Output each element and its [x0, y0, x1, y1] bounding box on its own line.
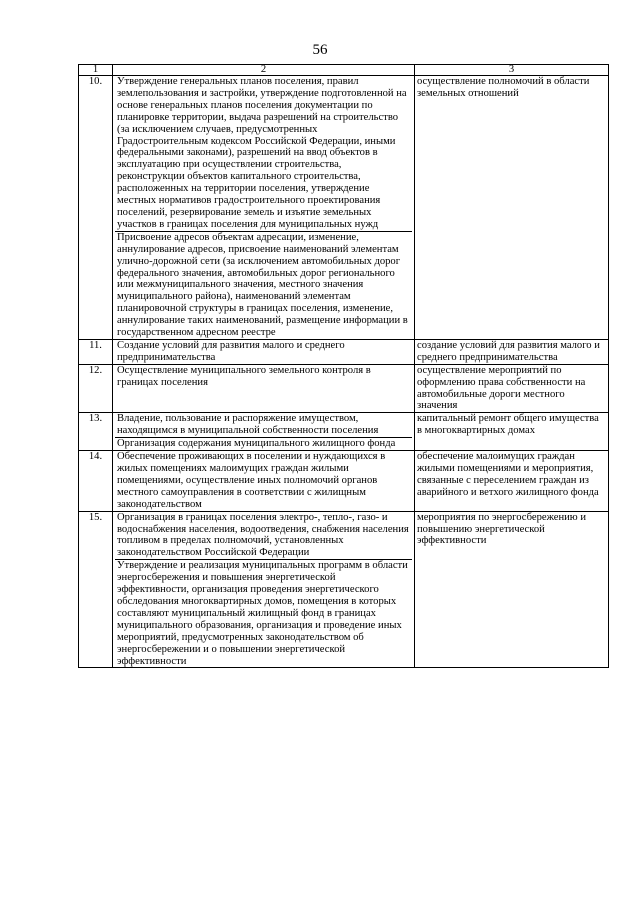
table-row [79, 76, 609, 340]
power-item: Организация содержания муниципального жилищного фонда [115, 437, 412, 450]
power-description [113, 413, 415, 451]
header-col-2: 2 [113, 65, 415, 76]
row-number: 10. [79, 76, 113, 340]
page-number: 56 [312, 42, 328, 58]
power-category: обеспечение малоимущих граждан жилыми помещениями и мероприятия, связанные с переселением граждан из аварийного и ветхого жилищного фонда [415, 451, 609, 512]
power-description [113, 511, 415, 668]
row-number: 12. [79, 364, 113, 413]
table-row [79, 413, 609, 451]
power-item: Владение, пользование и распоряжение имуществом, находящимся в муниципальной собственности поселения [117, 413, 379, 437]
power-category: мероприятия по энергосбережению и повышению энергетической эффективности [415, 511, 609, 668]
table-row [79, 339, 609, 364]
power-category: осуществление полномочий в области земельных отношений [415, 76, 609, 340]
row-number: 14. [79, 451, 113, 512]
power-item: Осуществление муниципального земельного контроля в границах поселения [117, 364, 371, 388]
powers-table [78, 64, 609, 668]
table-row [79, 451, 609, 512]
power-category: капитальный ремонт общего имущества в многоквартирных домах [415, 413, 609, 451]
power-description [113, 339, 415, 364]
row-number: 11. [79, 339, 113, 364]
power-description [113, 76, 415, 340]
header-col-3: 3 [415, 65, 609, 76]
power-item: Присвоение адресов объектам адресации, изменение, аннулирование адресов, присвоение наименований элементам улично-дорожной сети (за исключением автомобильных дорог федерального значения, автомобильных дорог регионального или межмуниципального значения, местного значения муниципального района), наименований элементам планировочной структуры в границах поселения, изменение, аннулирование таких наименований, размещение информации в государственном адресном реестре [115, 231, 412, 339]
power-item: Утверждение и реализация муниципальных программ в области энергосбережения и повышения энергетической эффективности, организация проведения энергетического обследования многоквартирных домов, помещения в которых составляют муниципальный жилищный фонд в границах муниципального образования, организация и проведение иных мероприятий, предусмотренных законодательством об энергосбережении и о повышении энергетической эффективности [115, 559, 412, 667]
table-row [79, 511, 609, 668]
power-item: Создание условий для развития малого и среднего предпринимательства [117, 339, 345, 363]
row-number: 13. [79, 413, 113, 451]
power-description [113, 451, 415, 512]
row-number: 15. [79, 511, 113, 668]
header-col-1: 1 [79, 65, 113, 76]
table-row [79, 364, 609, 413]
power-item: Утверждение генеральных планов поселения, правил землепользования и застройки, утверждение подготовленной на основе генеральных планов поселения документации по планировке территории, выдача разрешений на строительство (за исключением случаев, предусмотренных Градостроительным кодексом Российской Федерации, иными федеральными законами), разрешений на ввод объектов в эксплуатацию при осуществлении строительства, реконструкции объектов капитального строительства, расположенных на территории поселения, утверждение местных нормативов градостроительного проектирования поселений, резервирование земель и изъятие земельных участков в границах поселения для муниципальных нужд [117, 76, 407, 230]
power-item: Обеспечение проживающих в поселении и нуждающихся в жилых помещениях малоимущих граждан жилыми помещениями, осуществление иных полномочий органов местного самоуправления в соответствии с жилищным законодательством [117, 451, 386, 510]
power-category: осуществление мероприятий по оформлению права собственности на автомобильные дороги местного значения [415, 364, 609, 413]
table-header-row [79, 65, 609, 76]
power-description [113, 364, 415, 413]
power-category: создание условий для развития малого и среднего предпринимательства [415, 339, 609, 364]
power-item: Организация в границах поселения электро-, тепло-, газо- и водоснабжения населения, водоотведения, снабжения населения топливом в пределах полномочий, установленных законодательством Российской Федерации [117, 511, 409, 559]
